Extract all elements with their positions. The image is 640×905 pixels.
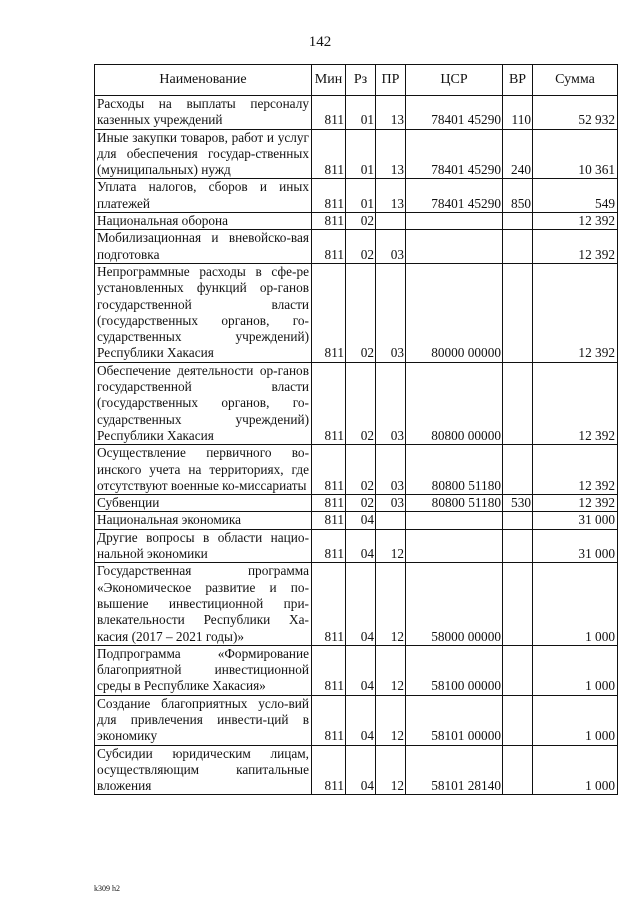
cell-min: 811	[312, 695, 346, 745]
cell-sum: 12 392	[533, 495, 618, 512]
cell-name: Создание благоприятных усло-вий для привлечения инвести-ций в экономику	[95, 695, 312, 745]
cell-rz: 04	[346, 745, 376, 795]
cell-name: Расходы на выплаты персоналу казенных учреждений	[95, 96, 312, 130]
cell-vr	[503, 695, 533, 745]
cell-name: Субвенции	[95, 495, 312, 512]
cell-csr: 80800 51180	[406, 495, 503, 512]
cell-rz: 04	[346, 645, 376, 695]
table-row	[95, 445, 618, 495]
cell-name: Подпрограмма «Формирование благоприятной инвестиционной среды в Республике Хакасия»	[95, 645, 312, 695]
cell-min: 811	[312, 129, 346, 179]
cell-pr: 12	[376, 563, 406, 645]
cell-rz: 02	[346, 263, 376, 362]
cell-pr: 12	[376, 529, 406, 563]
budget-table	[94, 64, 618, 795]
cell-rz: 04	[346, 563, 376, 645]
cell-sum: 12 392	[533, 263, 618, 362]
table-row	[95, 645, 618, 695]
cell-sum: 1 000	[533, 745, 618, 795]
cell-pr: 12	[376, 745, 406, 795]
cell-rz: 02	[346, 445, 376, 495]
cell-pr	[376, 213, 406, 230]
cell-vr	[503, 445, 533, 495]
column-header-sum: Сумма	[533, 65, 618, 96]
cell-pr: 12	[376, 645, 406, 695]
cell-name: Национальная экономика	[95, 512, 312, 529]
cell-vr	[503, 263, 533, 362]
column-header-name: Наименование	[95, 65, 312, 96]
cell-csr: 78401 45290	[406, 179, 503, 213]
cell-rz: 02	[346, 230, 376, 264]
cell-name: Государственная программа «Экономическое развитие и по-вышение инвестиционной при-влекательности Республики Ха-касия (2017 – 2021 годы)»	[95, 563, 312, 645]
table-header-row	[95, 65, 618, 96]
cell-csr: 78401 45290	[406, 96, 503, 130]
cell-min: 811	[312, 495, 346, 512]
cell-pr	[376, 512, 406, 529]
cell-name: Иные закупки товаров, работ и услуг для обеспечения государ-ственных (муниципальных) нужд	[95, 129, 312, 179]
cell-name: Другие вопросы в области нацио-нальной экономики	[95, 529, 312, 563]
cell-csr	[406, 529, 503, 563]
cell-name: Осуществление первичного во-инского учета на территориях, где отсутствуют военные ко-миссариаты	[95, 445, 312, 495]
table-row	[95, 179, 618, 213]
cell-pr: 03	[376, 495, 406, 512]
cell-min: 811	[312, 230, 346, 264]
cell-csr: 80800 00000	[406, 362, 503, 444]
cell-sum: 1 000	[533, 645, 618, 695]
column-header-rz: Рз	[346, 65, 376, 96]
footer-code: k309 h2	[94, 884, 120, 893]
cell-sum: 549	[533, 179, 618, 213]
cell-pr: 03	[376, 445, 406, 495]
cell-pr: 03	[376, 230, 406, 264]
cell-name: Национальная оборона	[95, 213, 312, 230]
cell-rz: 01	[346, 179, 376, 213]
cell-min: 811	[312, 563, 346, 645]
cell-csr: 58100 00000	[406, 645, 503, 695]
cell-csr	[406, 230, 503, 264]
cell-min: 811	[312, 745, 346, 795]
cell-vr	[503, 230, 533, 264]
cell-rz: 01	[346, 96, 376, 130]
table-row	[95, 230, 618, 264]
cell-vr	[503, 512, 533, 529]
cell-sum: 1 000	[533, 695, 618, 745]
cell-min: 811	[312, 179, 346, 213]
cell-pr: 03	[376, 263, 406, 362]
cell-pr: 12	[376, 695, 406, 745]
cell-rz: 02	[346, 495, 376, 512]
cell-vr: 240	[503, 129, 533, 179]
cell-sum: 10 361	[533, 129, 618, 179]
cell-vr	[503, 563, 533, 645]
cell-rz: 04	[346, 695, 376, 745]
cell-min: 811	[312, 263, 346, 362]
cell-sum: 1 000	[533, 563, 618, 645]
table-row	[95, 529, 618, 563]
cell-min: 811	[312, 362, 346, 444]
cell-csr: 80800 51180	[406, 445, 503, 495]
cell-vr: 110	[503, 96, 533, 130]
cell-sum: 12 392	[533, 362, 618, 444]
cell-csr: 58000 00000	[406, 563, 503, 645]
cell-sum: 52 932	[533, 96, 618, 130]
column-header-vr: ВР	[503, 65, 533, 96]
cell-min: 811	[312, 645, 346, 695]
cell-vr	[503, 645, 533, 695]
cell-sum: 31 000	[533, 529, 618, 563]
cell-name: Непрограммные расходы в сфе-ре установленных функций ор-ганов государственной власти (государственных органов, го-сударственных учреждений) Республики Хакасия	[95, 263, 312, 362]
cell-csr: 58101 28140	[406, 745, 503, 795]
table-row	[95, 362, 618, 444]
cell-sum: 12 392	[533, 230, 618, 264]
table-row	[95, 495, 618, 512]
table-row	[95, 512, 618, 529]
cell-csr: 80000 00000	[406, 263, 503, 362]
cell-vr	[503, 529, 533, 563]
cell-name: Мобилизационная и вневойско-вая подготовка	[95, 230, 312, 264]
cell-rz: 02	[346, 362, 376, 444]
cell-csr	[406, 512, 503, 529]
cell-vr	[503, 362, 533, 444]
table-row	[95, 263, 618, 362]
cell-min: 811	[312, 512, 346, 529]
table-row	[95, 563, 618, 645]
cell-vr: 850	[503, 179, 533, 213]
column-header-pr: ПР	[376, 65, 406, 96]
cell-csr: 58101 00000	[406, 695, 503, 745]
cell-pr: 13	[376, 129, 406, 179]
column-header-csr: ЦСР	[406, 65, 503, 96]
cell-pr: 13	[376, 96, 406, 130]
cell-rz: 04	[346, 529, 376, 563]
cell-pr: 13	[376, 179, 406, 213]
table-row	[95, 129, 618, 179]
cell-rz: 02	[346, 213, 376, 230]
cell-min: 811	[312, 213, 346, 230]
table-row	[95, 96, 618, 130]
cell-pr: 03	[376, 362, 406, 444]
cell-vr: 530	[503, 495, 533, 512]
cell-min: 811	[312, 445, 346, 495]
column-header-min: Мин	[312, 65, 346, 96]
cell-csr: 78401 45290	[406, 129, 503, 179]
cell-sum: 31 000	[533, 512, 618, 529]
cell-name: Обеспечение деятельности ор-ганов государственной власти (государственных органов, го-сударственных учреждений) Республики Хакасия	[95, 362, 312, 444]
cell-min: 811	[312, 96, 346, 130]
cell-rz: 01	[346, 129, 376, 179]
table-row	[95, 745, 618, 795]
cell-sum: 12 392	[533, 445, 618, 495]
cell-name: Субсидии юридическим лицам, осуществляющим капитальные вложения	[95, 745, 312, 795]
cell-csr	[406, 213, 503, 230]
cell-rz: 04	[346, 512, 376, 529]
cell-vr	[503, 213, 533, 230]
page-number: 142	[308, 34, 332, 50]
cell-min: 811	[312, 529, 346, 563]
cell-sum: 12 392	[533, 213, 618, 230]
cell-vr	[503, 745, 533, 795]
table-row	[95, 213, 618, 230]
table-row	[95, 695, 618, 745]
table-body	[95, 96, 618, 795]
cell-name: Уплата налогов, сборов и иных платежей	[95, 179, 312, 213]
